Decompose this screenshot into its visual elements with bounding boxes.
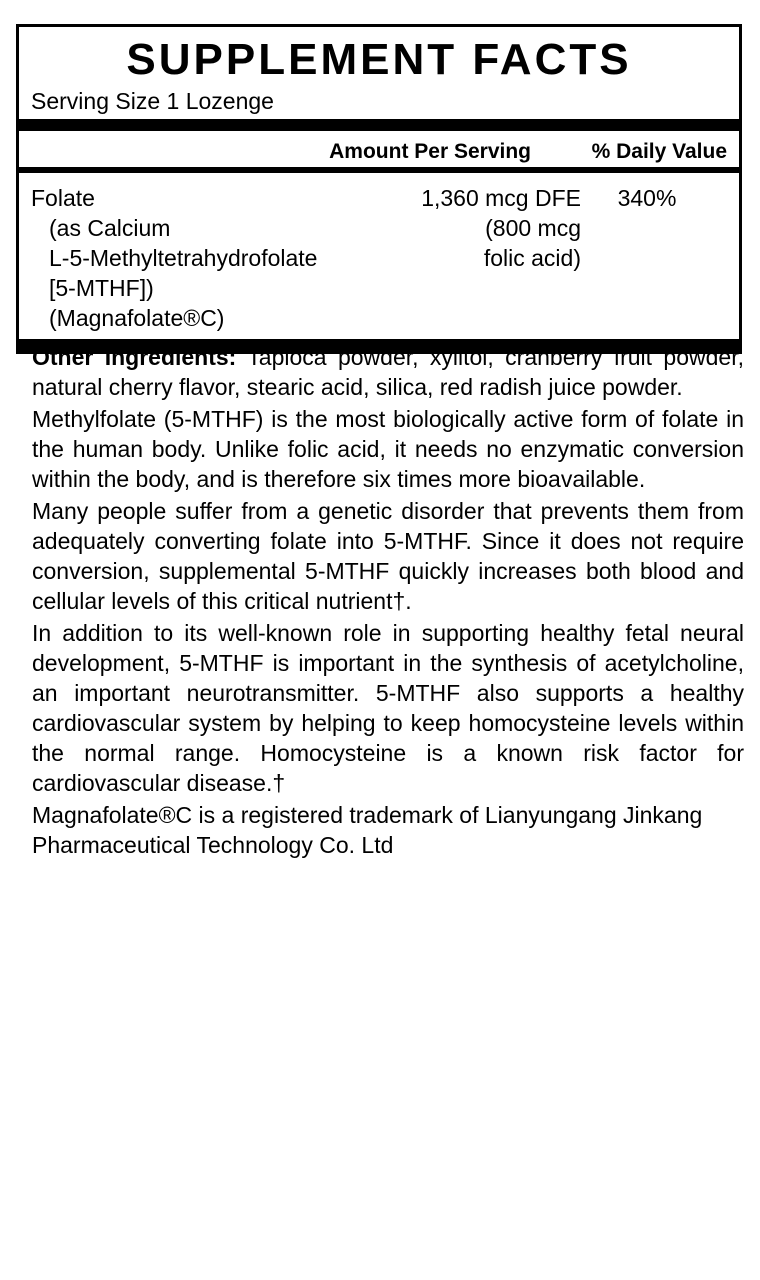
nutrient-subrow bbox=[31, 243, 727, 273]
nutrient-sub-name: (as Calcium bbox=[49, 215, 171, 241]
serving-size-text: Serving Size 1 Lozenge bbox=[31, 88, 274, 114]
nutrient-amount: 1,360 mcg DFE bbox=[421, 185, 581, 211]
nutrient-daily-value: 340% bbox=[617, 185, 677, 211]
other-ingredients-text: Tapioca powder, xylitol, cranberry fruit powder, natural cherry flavor, stearic acid, silica, red radish juice powder. bbox=[32, 344, 744, 400]
nutrient-row bbox=[31, 183, 727, 213]
nutrient-name: Folate bbox=[31, 185, 95, 211]
column-header-amount: Amount Per Serving bbox=[329, 140, 531, 163]
page-title: SUPPLEMENT FACTS bbox=[126, 35, 632, 84]
ingredients-and-description-section bbox=[32, 336, 744, 862]
column-headers-row bbox=[19, 131, 739, 167]
description-paragraph: In addition to its well-known role in supporting healthy fetal neural development, 5-MTHF is important in the synthesis of acetylcholine, an important neurotransmitter. 5-MTHF also supports a healthy cardiovascular system by helping to keep homocysteine levels within the normal range. Homocysteine is a known risk factor for cardiovascular disease.† bbox=[32, 620, 744, 796]
other-ingredients-paragraph bbox=[32, 342, 744, 402]
column-header-daily-value: % Daily Value bbox=[591, 140, 727, 163]
description-paragraph: Methylfolate (5-MTHF) is the most biologically active form of folate in the human body. Unlike folic acid, it needs no enzymatic conversion within the body, and is therefore six times more bioavailable. bbox=[32, 406, 744, 492]
nutrient-subrow bbox=[31, 213, 727, 243]
nutrient-section bbox=[19, 173, 739, 339]
trademark-note: Magnafolate®C is a registered trademark of Lianyungang Jinkang Pharmaceutical Technology Co. Ltd bbox=[32, 802, 703, 858]
nutrient-sub-name: [5-MTHF]) (Magnafolate®C) bbox=[49, 275, 225, 331]
nutrient-sub-amount: folic acid) bbox=[483, 245, 581, 271]
nutrient-sub-amount: (800 mcg bbox=[485, 215, 581, 241]
description-paragraph: Many people suffer from a genetic disorder that prevents them from adequately converting folate into 5-MTHF. Since it does not require conversion, supplemental 5-MTHF quickly increases both blood and cellular levels of this critical nutrient†. bbox=[32, 498, 744, 614]
nutrient-subrow bbox=[31, 273, 727, 333]
supplement-facts-panel bbox=[16, 24, 742, 354]
divider-thick-top bbox=[19, 119, 739, 131]
facts-header-section bbox=[19, 27, 739, 115]
other-ingredients-label: Other Ingredients: bbox=[32, 344, 237, 370]
nutrient-sub-name: L-5-Methyltetrahydrofolate bbox=[49, 245, 318, 271]
